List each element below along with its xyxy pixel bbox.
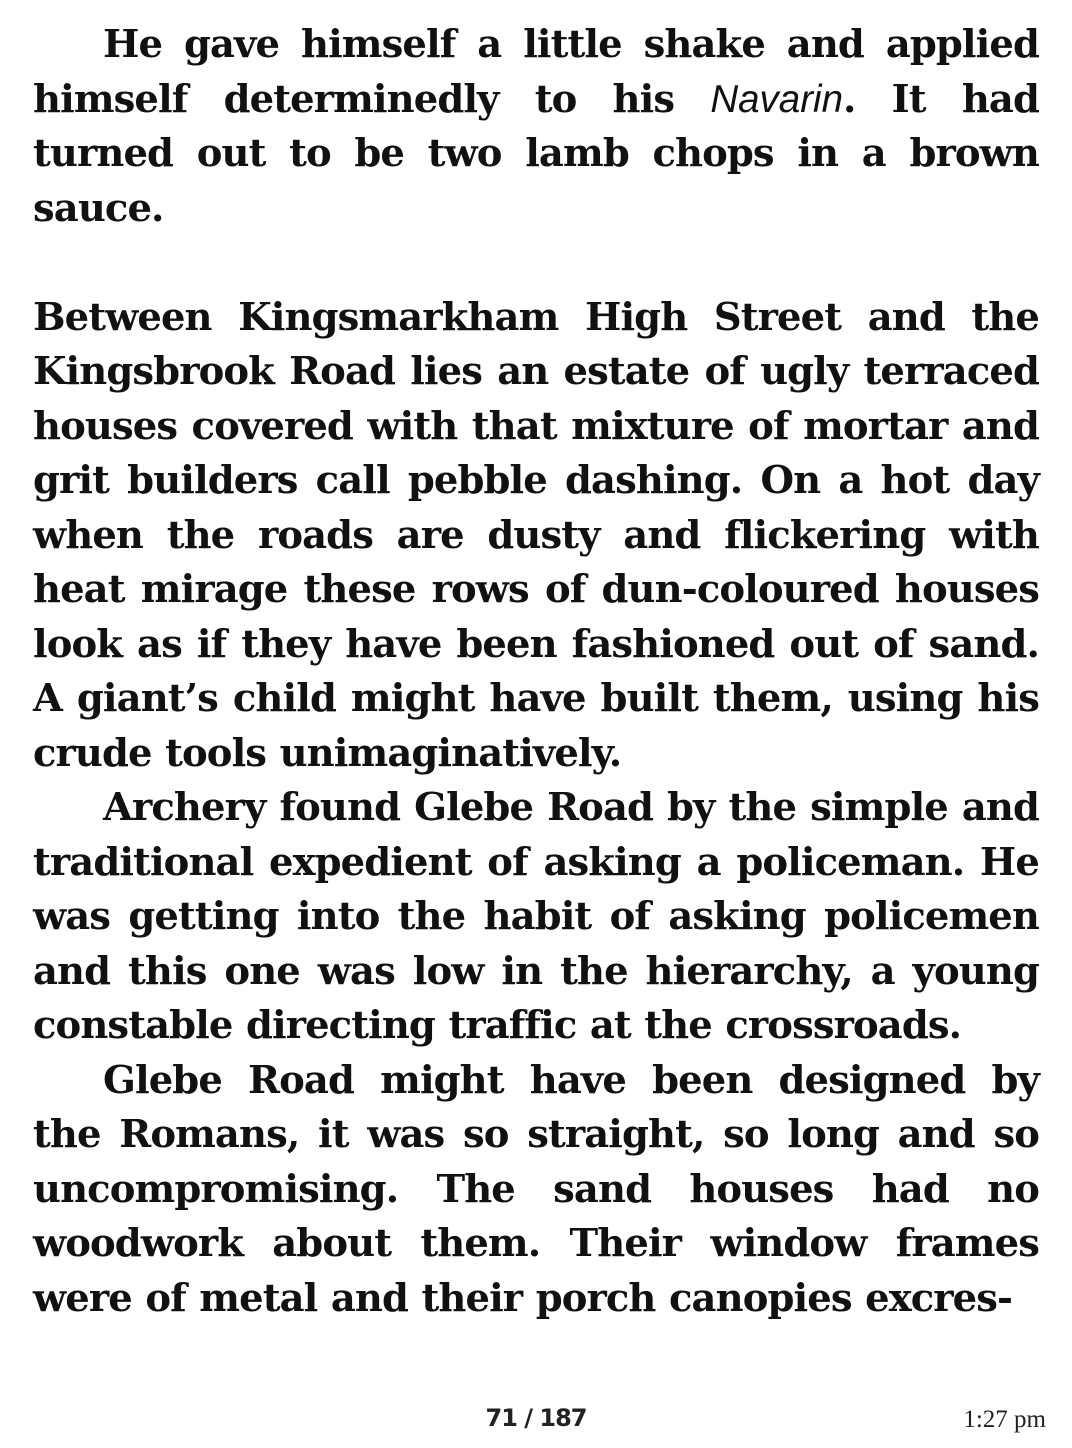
status-clock: 1:27 pm <box>963 1406 1046 1433</box>
page-indicator[interactable]: 71 / 187 <box>485 1404 587 1432</box>
paragraph-text: He gave himself a little shake and applied himself determinedly to his <box>33 22 1039 122</box>
italic-dish-name: Navarin <box>710 77 843 121</box>
paragraph-section-start: Between Kingsmarkham High Street and the Kingsbrook Road lies an estate of ugly terraced houses covered with that mixture of mortar and grit builders call pebble dashing. On a hot day when the roads are dusty and flickering with heat mirage these rows of dun-coloured houses look as if they have been fashioned out of sand. A giant’s child might have built them, using his crude tools unimaginatively. <box>33 294 1039 776</box>
book-text <box>33 18 1039 1326</box>
paragraph-navarin <box>33 18 1039 236</box>
paragraph-text: . It had turned out to be two lamb chops in a brown sauce. <box>33 76 1039 231</box>
paragraph-archery: Archery found Glebe Road by the simple and traditional expedient of asking a policeman. He was getting into the habit of asking policemen and this one was low in the hierarchy, a young constable directing traffic at the crossroads. <box>33 785 1039 1048</box>
paragraph-glebe-road: Glebe Road might have been designed by the Romans, it was so straight, so long and so uncompromising. The sand houses had no woodwork about them. Their window frames were of metal and their porch canopies excres- <box>33 1057 1039 1321</box>
